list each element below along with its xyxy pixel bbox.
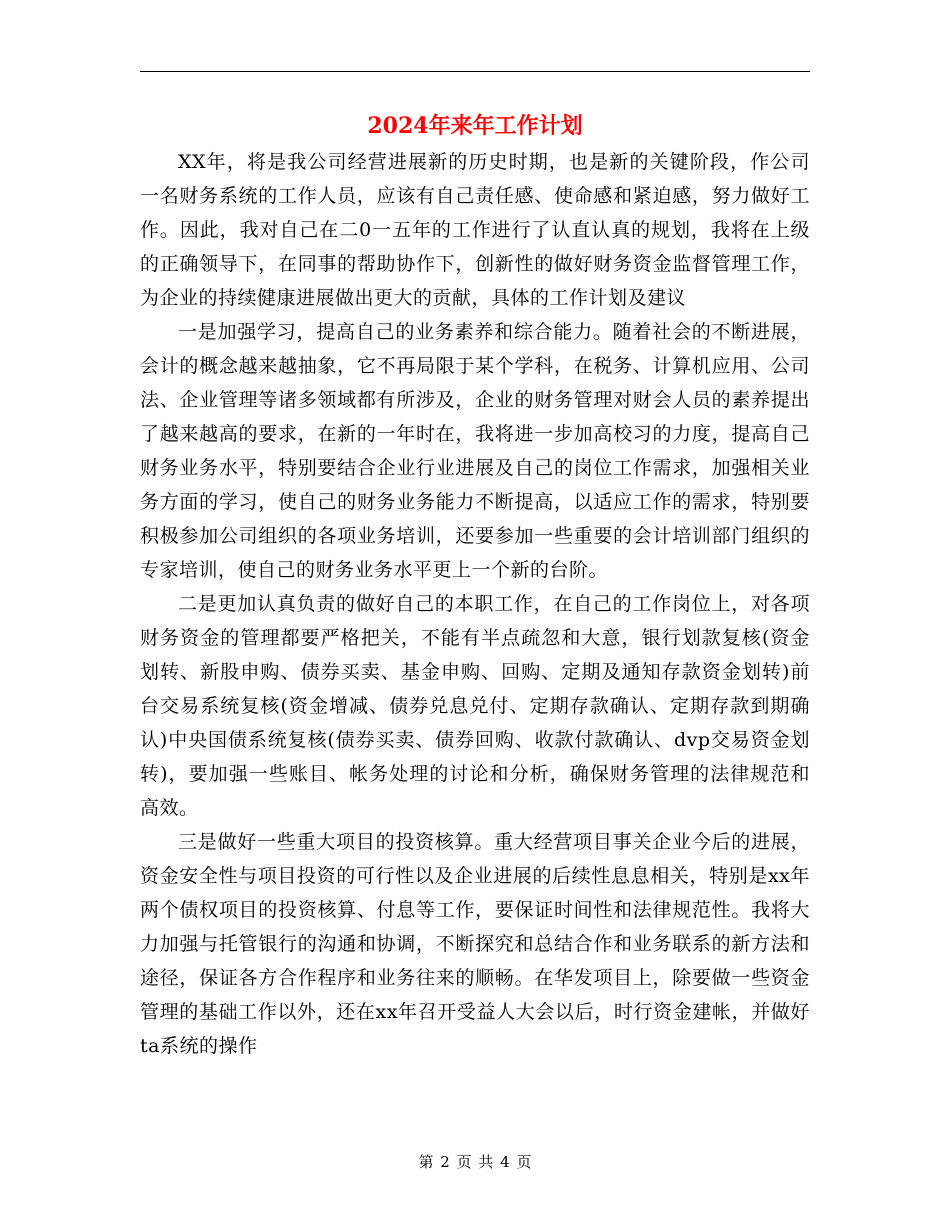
paragraph-point-two: 二是更加认真负责的做好自己的本职工作，在自己的工作岗位上，对各项财务资金的管理都要严格把关，不能有半点疏忽和大意，银行划款复核(资金划转、新股申购、债券买卖、基金申购、回购、定期及通知存款资金划转)前台交易系统复核(资金增减、债券兑息兑付、定期存款确认、定期存款到期确认)中央国债系统复核(债券买卖、债券回购、收款付款确认、dvp交易资金划转)，要加强一些账目、帐务处理的讨论和分析，确保财务管理的法律规范和高效。 [140,593,810,819]
header-rule [140,71,810,72]
document-body [140,145,810,1063]
paragraph-point-three: 三是做好一些重大项目的投资核算。重大经营项目事关企业今后的进展，资金安全性与项目投资的可行性以及企业进展的后续性息息相关，特别是xx年两个债权项目的投资核算、付息等工作，要保证时间性和法律规范性。我将大力加强与托管银行的沟通和协调，不断探究和总结合作和业务联系的新方法和途径，保证各方合作程序和业务往来的顺畅。在华发项目上，除要做一些资金管理的基础工作以外，还在xx年召开受益人大会以后，时行资金建帐，并做好ta系统的操作 [140,831,810,1057]
paragraph-point-one: 一是加强学习，提高自己的业务素养和综合能力。随着社会的不断进展，会计的概念越来越抽象，它不再局限于某个学科，在税务、计算机应用、公司法、企业管理等诸多领域都有所涉及，企业的财务管理对财会人员的素养提出了越来越高的要求，在新的一年时在，我将进一步加高校习的力度，提高自己财务业务水平，特别要结合企业行业进展及自己的岗位工作需求，加强相关业务方面的学习，使自己的财务业务能力不断提高，以适应工作的需求，特别要积极参加公司组织的各项业务培训，还要参加一些重要的会计培训部门组织的专家培训，使自己的财务业务水平更上一个新的台阶。 [140,321,810,581]
document-title: 2024年来年工作计划 [367,113,583,139]
page-number-footer: 第 2 页 共 4 页 [418,1153,532,1171]
paragraph-intro: XX年，将是我公司经营进展新的历史时期，也是新的关键阶段，作公司一名财务系统的工作人员，应该有自己责任感、使命感和紧迫感，努力做好工作。因此，我对自己在二0一五年的工作进行了认直认真的规划，我将在上级的正确领导下，在同事的帮助协作下，创新性的做好财务资金监督管理工作，为企业的持续健康进展做出更大的贡献，具体的工作计划及建议 [140,151,810,309]
